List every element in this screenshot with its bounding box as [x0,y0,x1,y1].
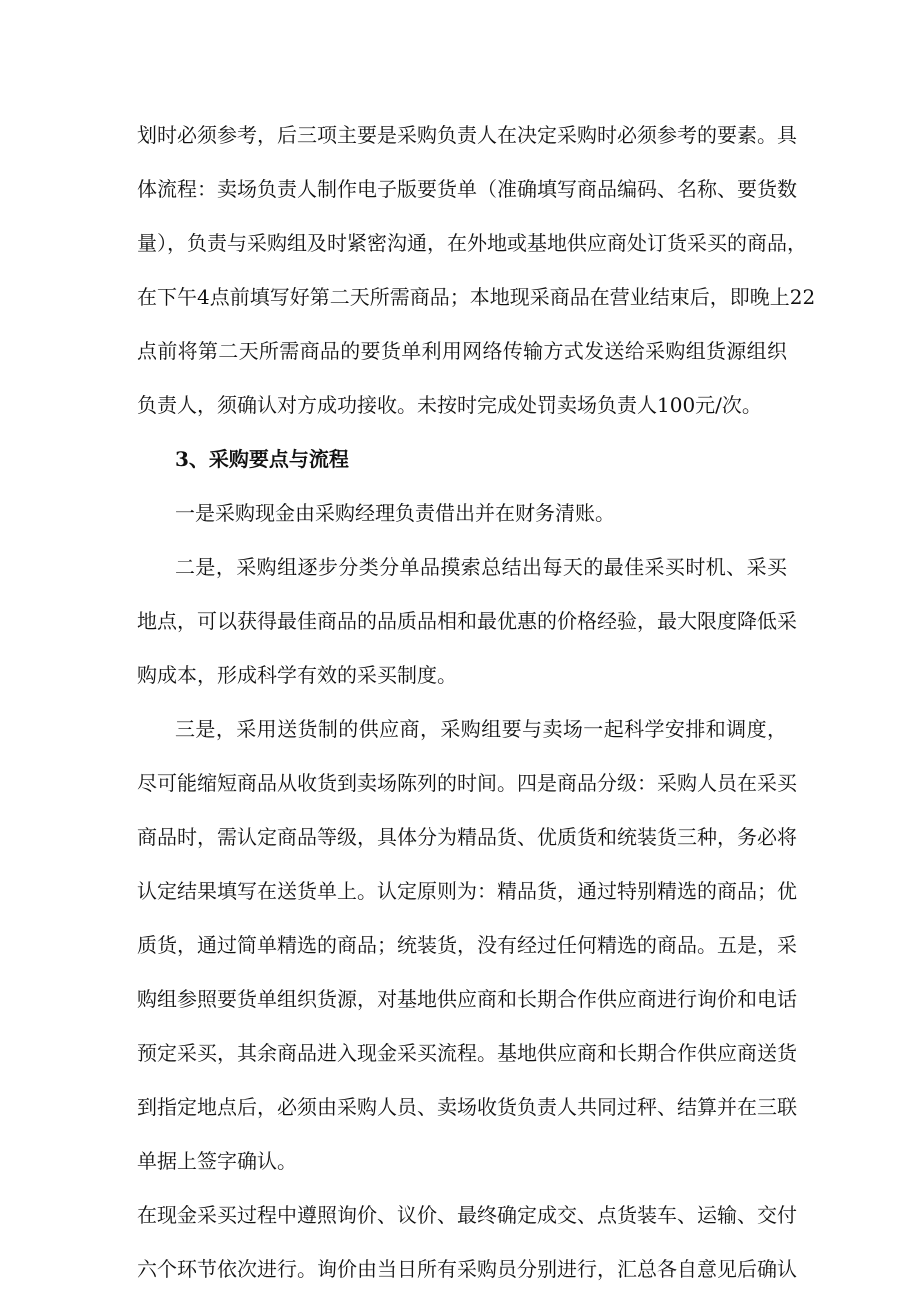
paragraph-line: 六个环节依次进行。询价由当日所有采购员分别进行，汇总各自意见后确认 [137,1257,797,1281]
paragraph-line: 认定结果填写在送货单上。认定原则为：精品货，通过特别精选的商品；优 [137,879,797,903]
paragraph-line: 在下午4点前填写好第二天所需商品；本地现采商品在营业结束后，即晚上22 [137,285,816,309]
paragraph-line: 地点，可以获得最佳商品的品质品相和最优惠的价格经验，最大限度降低采 [137,609,797,633]
paragraph-line: 量），负责与采购组及时紧密沟通，在外地或基地供应商处订货采买的商品， [137,231,807,255]
paragraph-line: 三是，采用送货制的供应商，采购组要与卖场一起科学安排和调度， [175,717,787,741]
section-heading: 3、采购要点与流程 [175,447,349,471]
paragraph-line: 点前将第二天所需商品的要货单利用网络传输方式发送给采购组货源组织 [137,339,787,363]
paragraph-line: 二是，采购组逐步分类分单品摸索总结出每天的最佳采买时机、采买 [175,555,787,579]
paragraph-line: 尽可能缩短商品从收货到卖场陈列的时间。四是商品分级：采购人员在采买 [137,771,797,795]
paragraph-line: 划时必须参考，后三项主要是采购负责人在决定采购时必须参考的要素。具 [137,123,797,147]
paragraph-line: 一是采购现金由采购经理负责借出并在财务清账。 [175,501,615,525]
paragraph-line: 在现金采买过程中遵照询价、议价、最终确定成交、点货装车、运输、交付 [137,1203,797,1227]
paragraph-line: 负责人，须确认对方成功接收。未按时完成处罚卖场负责人100元/次。 [137,393,762,417]
paragraph-line: 体流程：卖场负责人制作电子版要货单（准确填写商品编码、名称、要货数 [137,177,797,201]
paragraph-line: 单据上签字确认。 [137,1149,297,1173]
paragraph-line: 商品时，需认定商品等级，具体分为精品货、优质货和统装货三种，务必将 [137,825,797,849]
paragraph-line: 到指定地点后，必须由采购人员、卖场收货负责人共同过秤、结算并在三联 [137,1095,797,1119]
paragraph-line: 质货，通过简单精选的商品；统装货，没有经过任何精选的商品。五是，采 [137,933,797,957]
paragraph-line: 预定采买，其余商品进入现金采买流程。基地供应商和长期合作供应商送货 [137,1041,797,1065]
paragraph-line: 购成本，形成科学有效的采买制度。 [137,663,457,687]
paragraph-line: 购组参照要货单组织货源，对基地供应商和长期合作供应商进行询价和电话 [137,987,797,1011]
